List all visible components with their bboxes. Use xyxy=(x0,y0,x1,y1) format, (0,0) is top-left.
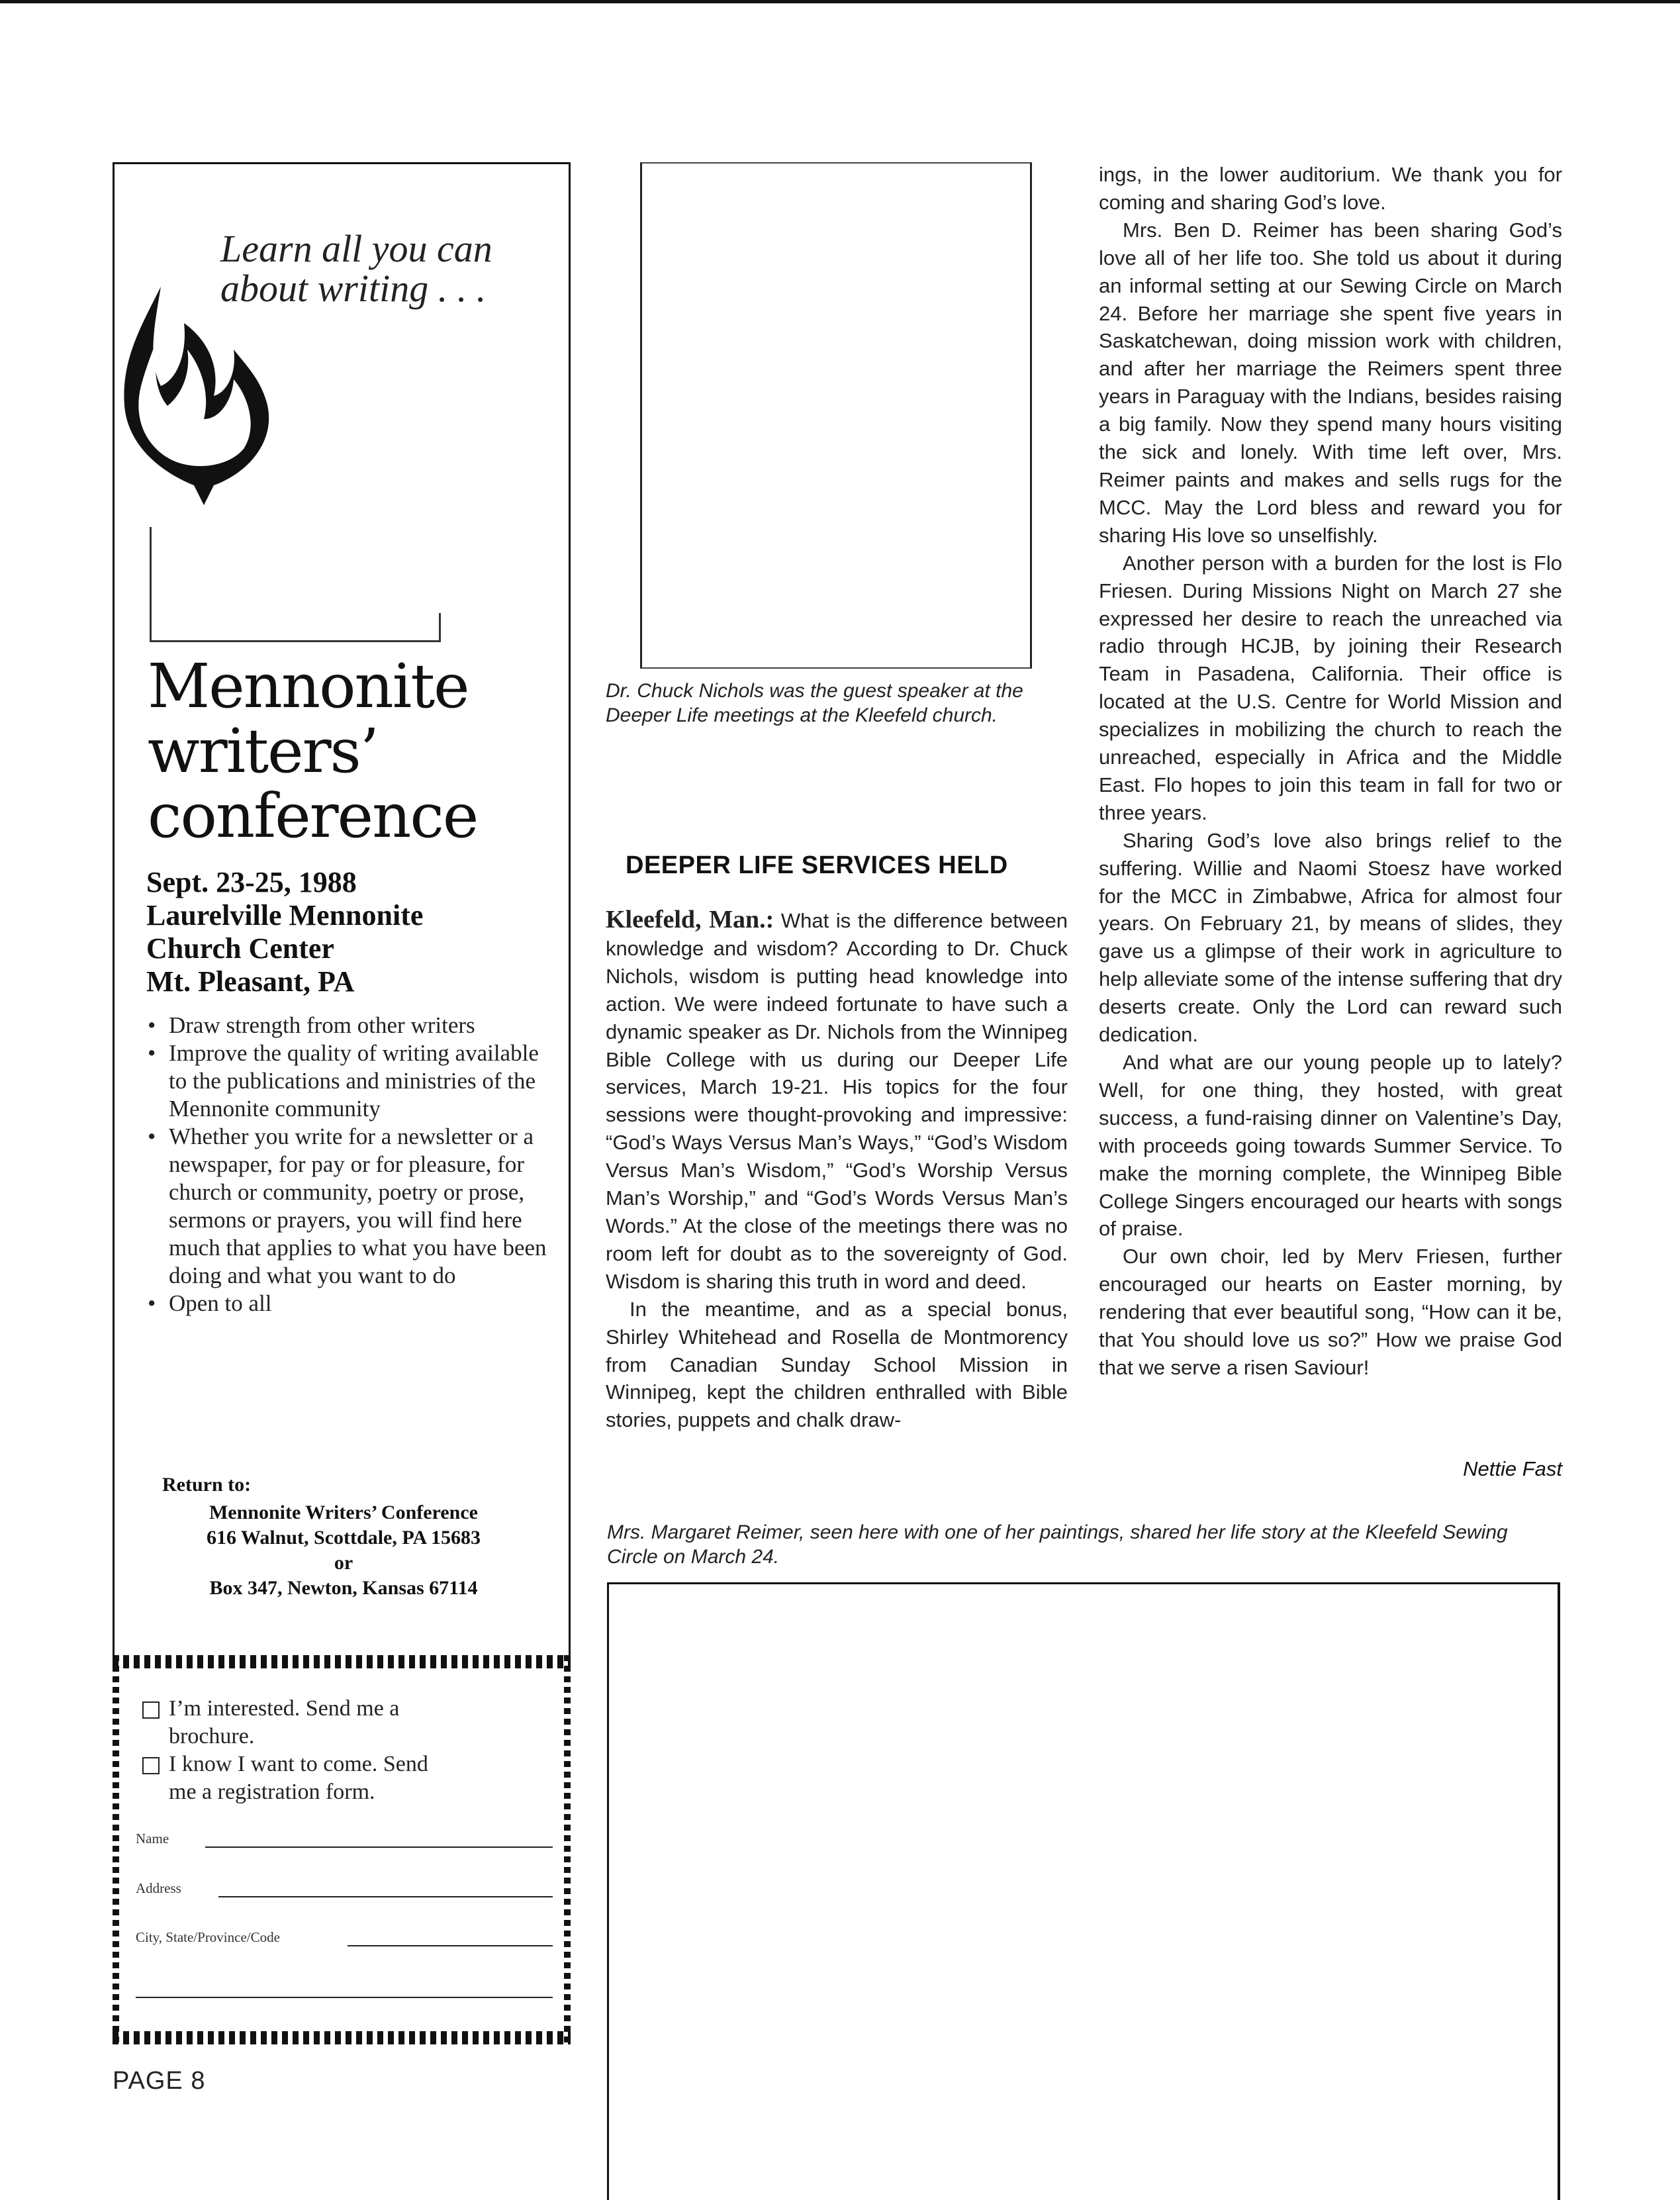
ad-bullet: • Draw strength from other writers xyxy=(146,1012,560,1039)
return-label: Return to: xyxy=(162,1474,252,1496)
top-edge-line xyxy=(0,0,1680,3)
painting-photo-frame xyxy=(607,1582,1560,2200)
registration-option[interactable] xyxy=(142,1750,513,1806)
return-address xyxy=(115,1500,573,1601)
registration-coupon xyxy=(113,1655,571,2052)
brochure-option-line-2: brochure. xyxy=(169,1724,255,1748)
ad-bullet: • Open to all xyxy=(146,1290,560,1317)
coupon-cut-line-right xyxy=(564,1655,571,2046)
flame-icon xyxy=(121,287,273,508)
city-field-line[interactable] xyxy=(348,1945,553,1946)
ad-title-line-2: writers’ xyxy=(148,716,379,787)
tagline-line-1: Learn all you can xyxy=(220,227,492,270)
registration-option-line-1: I know I want to come. Send xyxy=(169,1752,428,1776)
extra-field[interactable] xyxy=(136,1981,553,2001)
brochure-option[interactable] xyxy=(142,1695,513,1750)
extra-field-line[interactable] xyxy=(136,1997,553,1998)
registration-checkbox[interactable] xyxy=(142,1757,160,1774)
ad-date: Sept. 23-25, 1988 xyxy=(146,866,357,898)
ad-title xyxy=(148,651,478,851)
article-headline: DEEPER LIFE SERVICES HELD xyxy=(626,851,1008,879)
return-line: Mennonite Writers’ Conference xyxy=(209,1502,478,1523)
painting-photo-caption: Mrs. Margaret Reimer, seen here with one of her paintings, shared her life story at the Kleefeld Sewing Circle on March 24. xyxy=(607,1521,1508,1568)
address-field[interactable] xyxy=(136,1880,553,1900)
ad-details xyxy=(146,866,423,998)
article-paragraph: In the meantime, and as a special bonus, Shirley Whitehead and Rosella de Montmorency from Canadian Sunday School Mission in Winnipeg, kept the children enthralled with Bible stories, puppets and chalk draw- xyxy=(606,1297,1068,1432)
ad-photo-frame xyxy=(150,527,441,642)
registration-option-line-2: me a registration form. xyxy=(169,1780,375,1804)
article-paragraph: Our own choir, led by Merv Friesen, further encouraged our hearts on Easter morning, by rendering that ever beautiful song, “How can it be, that You should love us so?” How we praise God that we serve a risen Saviour! xyxy=(1099,1245,1562,1379)
writers-conference-ad xyxy=(113,162,571,1662)
return-line: 616 Walnut, Scottdale, PA 15683 xyxy=(207,1527,481,1549)
ad-bullet: • Improve the quality of writing available to the publications and ministries of the Mennonite community xyxy=(146,1039,560,1123)
article-paragraph: Mrs. Ben D. Reimer has been sharing God’s love all of her life too. She told us about it during an informal setting at our Sewing Circle on March 24. Before her marriage she spent five years in Saskatchewan, doing mission work with children, and after her marriage the Reimers spent three years in Paraguay with the Indians, besides raising a big family. Now they spend many hours visiting the sick and lonely. With time left over, Mrs. Reimer paints and makes and sells rugs for the MCC. May the Lord bless and reward you for sharing His love so unselfishly. xyxy=(1099,218,1562,547)
coupon-cut-line-bottom xyxy=(113,2031,571,2044)
name-field-label: Name xyxy=(136,1831,169,1846)
address-field-label: Address xyxy=(136,1880,181,1896)
name-field-line[interactable] xyxy=(205,1846,553,1848)
ad-location: Mt. Pleasant, PA xyxy=(146,965,355,998)
name-field[interactable] xyxy=(136,1831,553,1850)
article-paragraph: Sharing God’s love also brings relief to the suffering. Willie and Naomi Stoesz have worked for the MCC in Zimbabwe, Africa for almost four years. On February 21, by means of slides, they gave us a glimpse of their work in agriculture to help alleviate some of the intense suffering that dry deserts create. Only the Lord can reward such dedication. xyxy=(1099,828,1562,1047)
article-paragraph: Another person with a burden for the lost is Flo Friesen. During Missions Night on March 27 she expressed her desire to reach the unreached via radio through HCJB, by joining their Research Team in Pasadena, California. Their office is located at the U.S. Centre for World Mission and specializes in mobilizing the church to reach the unreached, especially in Africa and the Middle East. Flo hopes to join this team in fall for two or three years. xyxy=(1099,551,1562,824)
ad-venue-1: Laurelville Mennonite xyxy=(146,899,424,932)
speaker-photo-frame xyxy=(640,162,1032,669)
return-line: Box 347, Newton, Kansas 67114 xyxy=(209,1577,478,1599)
coupon-cut-line-left xyxy=(113,1655,119,2046)
speaker-photo-caption: Dr. Chuck Nichols was the guest speaker at the Deeper Life meetings at the Kleefeld church. xyxy=(606,680,1023,726)
address-field-line[interactable] xyxy=(218,1896,553,1897)
article-dateline: Kleefeld, Man.: xyxy=(606,906,774,933)
coupon-cut-line-top xyxy=(113,1655,571,1668)
brochure-checkbox[interactable] xyxy=(142,1701,160,1719)
article-paragraph: And what are our young people up to lately? Well, for one thing, they hosted, with great success, a fund-raising dinner on Valentine’s Day, with proceeds going towards Summer Service. To make the morning complete, the Winnipeg Bible College Singers encouraged our hearts with songs of praise. xyxy=(1099,1051,1562,1241)
return-line: or xyxy=(334,1552,353,1574)
city-field[interactable] xyxy=(136,1929,553,1949)
city-field-label: City, State/Province/Code xyxy=(136,1929,280,1945)
tagline-line-2: about writing . . . xyxy=(220,267,487,310)
ad-title-line-3: conference xyxy=(148,781,478,851)
article-author: Nettie Fast xyxy=(1463,1457,1562,1480)
article-body-left xyxy=(606,906,1068,1434)
article-paragraph-continued: ings, in the lower auditorium. We thank you for coming and sharing God’s love. xyxy=(1099,163,1562,214)
article-paragraph-text: What is the difference between knowledge and wisdom? According to Dr. Chuck Nichols, wisdom is putting head knowledge into action. We were indeed fortunate to have such a dynamic speaker as Dr. Nichols from the Winnipeg Bible College with us during our Deeper Life services, March 19-21. His topics for the four sessions were thought-provoking and impressive: “God’s Ways Versus Man’s Ways,” “God’s Wisdom Versus Man’s Wisdom,” “God’s Worship Versus Man’s Worship,” and “God’s Words Versus Man’s Words.” At the close of the meetings there was no room left for doubt as to the sovereignty of God. Wisdom is sharing this truth in word and deed. xyxy=(606,909,1068,1293)
article-paragraph xyxy=(606,906,1068,1296)
article-body-right xyxy=(1099,161,1562,1382)
brochure-option-line-1: I’m interested. Send me a xyxy=(169,1696,400,1721)
ad-title-line-1: Mennonite xyxy=(148,651,469,722)
ad-bullet-list xyxy=(146,1012,560,1317)
page-number: PAGE 8 xyxy=(113,2067,206,2095)
ad-bullet: • Whether you write for a newsletter or a newspaper, for pay or for pleasure, for church or community, poetry or prose, sermons or prayers, you will find here much that applies to what you have been doing and what you want to do xyxy=(146,1123,560,1290)
ad-venue-2: Church Center xyxy=(146,932,334,965)
